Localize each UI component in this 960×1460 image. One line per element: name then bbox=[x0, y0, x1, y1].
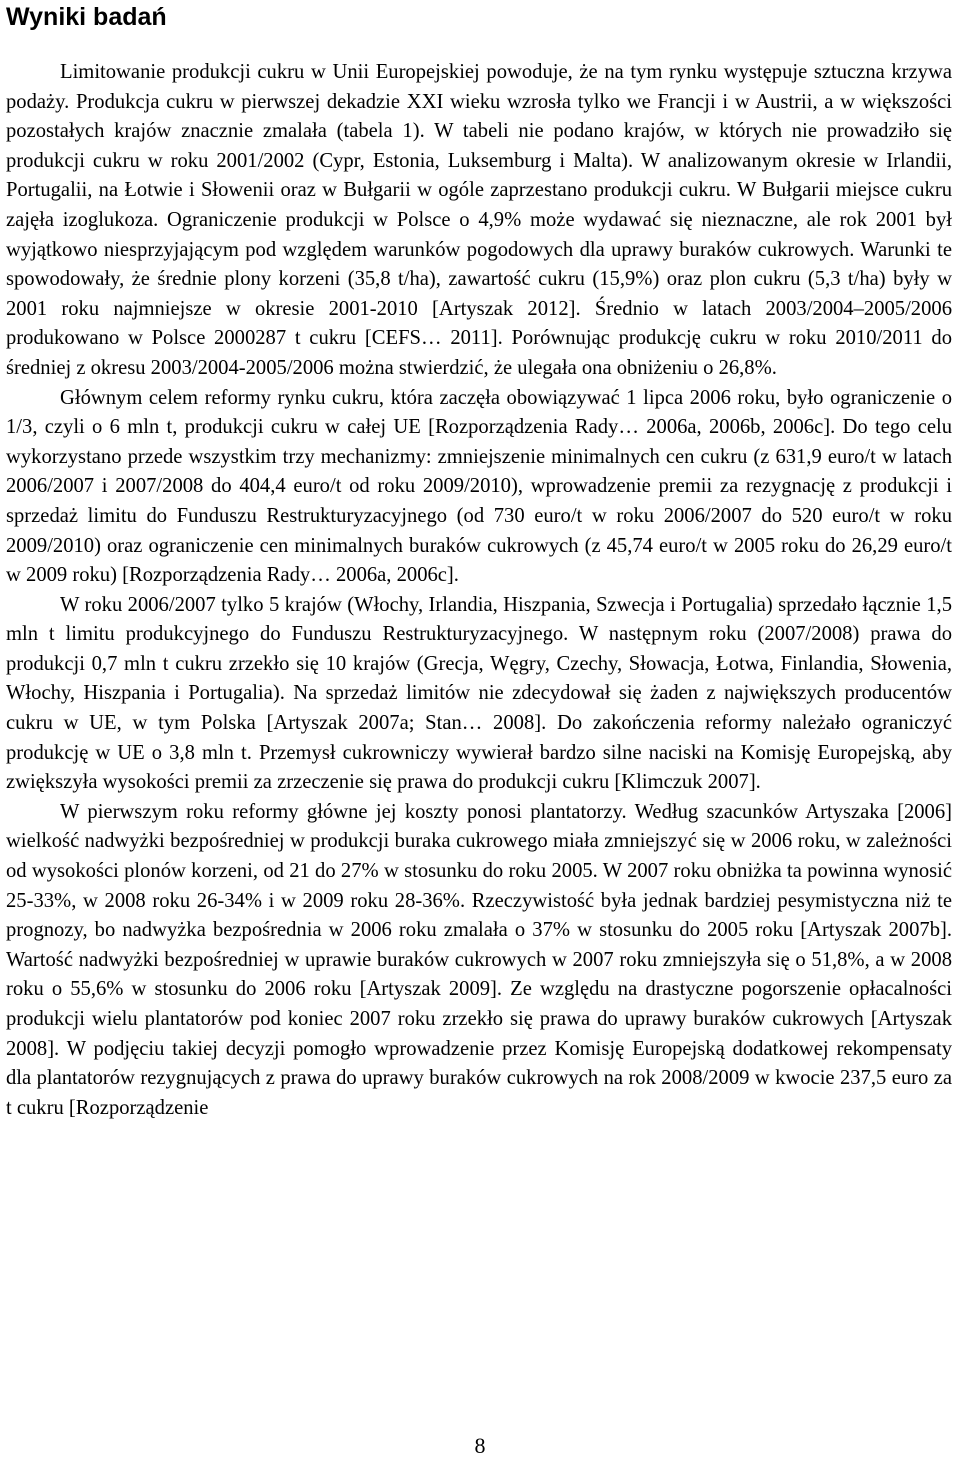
body-text bbox=[6, 58, 952, 1123]
paragraph-4: W pierwszym roku reformy główne jej koszty ponosi plantatorzy. Według szacunków Artyszaka [2006] wielkość nadwyżki bezpośredniej w produkcji buraka cukrowego miała zmniejszyć się w 2006 roku, w zależności od wysokości plonów korzeni, od 21 do 27% w stosunku do roku 2005. W 2007 roku obniżka ta powinna wynosić 25-33%, w 2008 roku 26-34% i w 2009 roku 28-36%. Rzeczywistość była jednak bardziej pesymistyczna niż te prognozy, bo nadwyżka bezpośrednia w 2006 roku zmalała o 37% w stosunku do 2005 roku [Artyszak 2007b]. Wartość nadwyżki bezpośredniej w uprawie buraków cukrowych w 2007 roku zmniejszyła się o 51,8%, a w 2008 roku o 55,6% w stosunku do 2006 roku [Artyszak 2009]. Ze względu na drastyczne pogorszenie opłacalności produkcji wielu plantatorów pod koniec 2007 roku zrzekło się prawa do uprawy buraków cukrowych [Artyszak 2008]. W podjęciu takiej decyzji pomogło wprowadzenie przez Komisję Europejską dodatkowej rekompensaty dla plantatorów rezygnujących z prawa do uprawy buraków cukrowych na rok 2008/2009 w kwocie 237,5 euro za t cukru [Rozporządzenie bbox=[6, 800, 952, 1119]
paragraph-2: Głównym celem reformy rynku cukru, która zaczęła obowiązywać 1 lipca 2006 roku, było ograniczenie o 1/3, czyli o 6 mln t, produkcji cukru w całej UE [Rozporządzenia Rady… 2006a, 2006b, 2006c]. Do tego celu wykorzystano przede wszystkim trzy mechanizmy: zmniejszenie minimalnych cen cukru (z 631,9 euro/t w latach 2006/2007 i 2007/2008 do 404,4 euro/t od roku 2009/2010), wprowadzenie premii za rezygnację z produkcji i sprzedaż limitu do Funduszu Restrukturyzacyjnego (od 730 euro/t w roku 2006/2007 do 520 euro/t w roku 2009/2010) oraz ograniczenie cen minimalnych buraków cukrowych (z 45,74 euro/t w 2005 roku do 26,29 euro/t w 2009 roku) [Rozporządzenia Rady… 2006a, 2006c]. bbox=[6, 386, 952, 587]
page-number: 8 bbox=[474, 1433, 486, 1458]
paragraph-3: W roku 2006/2007 tylko 5 krajów (Włochy, Irlandia, Hiszpania, Szwecja i Portugalia) sprzedało łącznie 1,5 mln t limitu produkcyjnego do Funduszu Restrukturyzacyjnego. W następnym roku (2007/2008) prawa do produkcji 0,7 mln t cukru zrzekło się 10 krajów (Grecja, Węgry, Czechy, Słowacja, Łotwa, Finlandia, Słowenia, Włochy, Hiszpania i Portugalia). Na sprzedaż limitów nie zdecydował się żaden z największych producentów cukru w UE, w tym Polska [Artyszak 2007a; Stan… 2008]. Do zakończenia reformy należało ograniczyć produkcję w UE o 3,8 mln t. Przemysł cukrowniczy wywierał bardzo silne naciski na Komisję Europejską, aby zwiększyła wysokości premii za zrzeczenie się prawa do produkcji cukru [Klimczuk 2007]. bbox=[6, 593, 952, 794]
section-heading: Wyniki badań bbox=[6, 3, 167, 31]
paragraph-1: Limitowanie produkcji cukru w Unii Europejskiej powoduje, że na tym rynku występuje sztuczna krzywa podaży. Produkcja cukru w pierwszej dekadzie XXI wieku wzrosła tylko we Francji i w Austrii, a w większości pozostałych krajów znacznie zmalała (tabela 1). W tabeli nie podano krajów, w których nie prowadziło się produkcji cukru w roku 2001/2002 (Cypr, Estonia, Luksemburg i Malta). W analizowanym okresie w Irlandii, Portugalii, na Łotwie i Słowenii oraz w Bułgarii w ogóle zaprzestano produkcji cukru. W Bułgarii miejsce cukru zajęła izoglukoza. Ograniczenie produkcji w Polsce o 4,9% może wydawać się nieznaczne, ale rok 2001 był wyjątkowo niesprzyjającym pod względem warunków pogodowych dla uprawy buraków cukrowych. Warunki te spowodowały, że średnie plony korzeni (35,8 t/ha), zawartość cukru (15,9%) oraz plon cukru (5,3 t/ha) były w 2001 roku najmniejsze w okresie 2001-2010 [Artyszak 2012]. Średnio w latach 2003/2004–2005/2006 produkowano w Polsce 2000287 t cukru [CEFS… 2011]. Porównując produkcję cukru w roku 2010/2011 do średniej z okresu 2003/2004-2005/2006 można stwierdzić, że ulegała ona obniżeniu o 26,8%. bbox=[6, 61, 952, 379]
